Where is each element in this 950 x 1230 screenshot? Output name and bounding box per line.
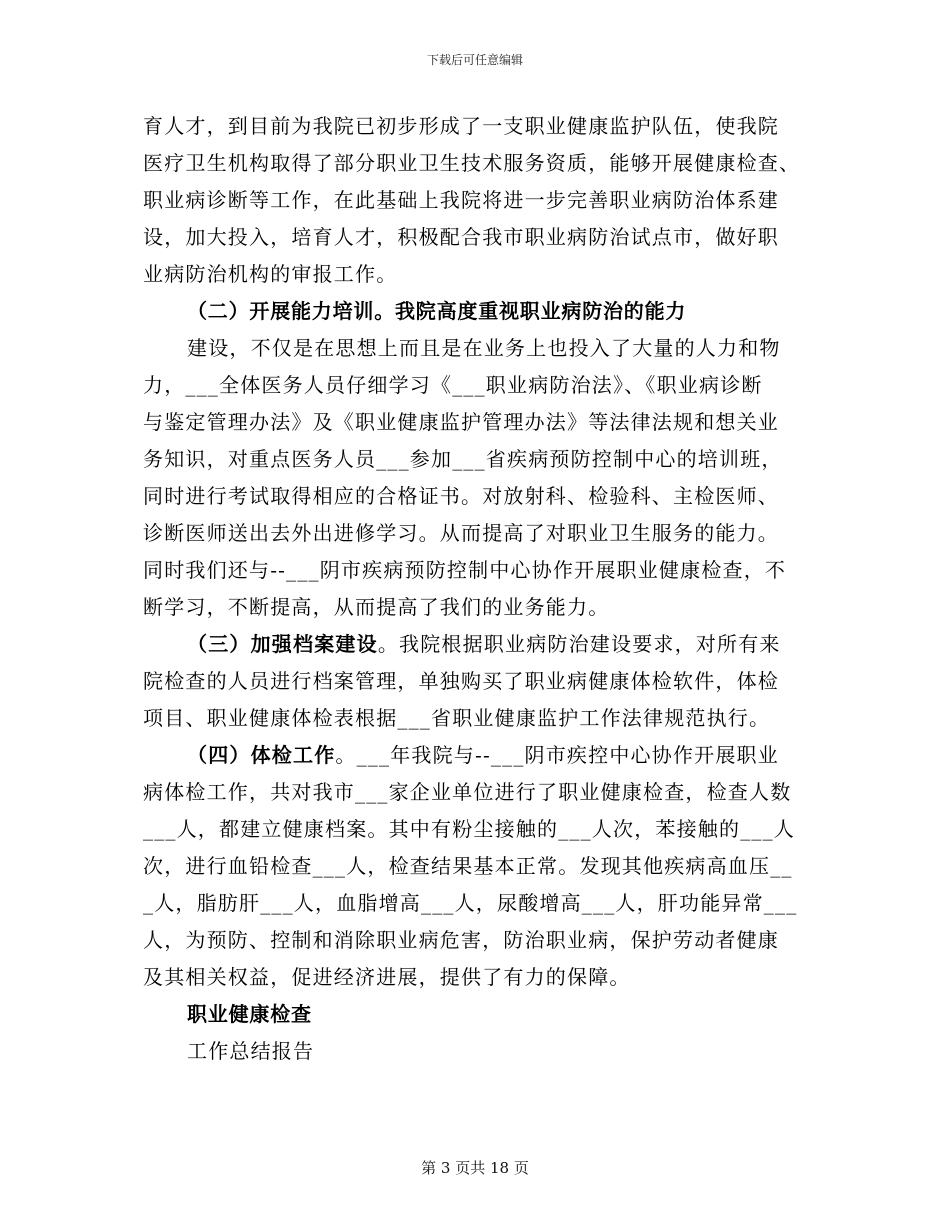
- text-line: 务知识，对重点医务人员___参加___省疾病预防控制中心的培训班，: [143, 447, 783, 471]
- text-line: 次，进行血铅检查___人，检查结果基本正常。发现其他疾病高血压__: [143, 854, 793, 878]
- text-line: 断学习，不断提高，从而提高了我们的业务能力。: [143, 595, 610, 619]
- closing-title: 职业健康检查: [187, 1002, 312, 1026]
- closing-subtitle: 工作总结报告: [187, 1039, 315, 1063]
- text-line: 医疗卫生机构取得了部分职业卫生技术服务资质，能够开展健康检查、: [143, 151, 801, 175]
- section-archives: [143, 626, 811, 737]
- section-first-line-archives: [143, 626, 811, 663]
- text-run: 。___年我院与--___阴市疾控中心协作开展职业: [335, 743, 779, 767]
- text-line: 与鉴定管理办法》及《职业健康监护管理办法》等法律法规和想关业: [143, 410, 779, 434]
- section-heading-archives: （三）加强档案建设: [187, 632, 378, 656]
- text-line: _人，脂肪肝___人，血脂增高___人，尿酸增高___人，肝功能异常___: [143, 891, 798, 915]
- text-line: 人，为预防、控制和消除职业病危害，防治职业病，保护劳动者健康: [143, 928, 779, 952]
- text-line: 力，___全体医务人员仔细学习《___职业病防治法》、《职业病诊断: [143, 373, 763, 397]
- text-line: 病体检工作，共对我市___家企业单位进行了职业健康检查，检查人数: [143, 780, 792, 804]
- text-line: 院检查的人员进行档案管理，单独购买了职业病健康体检软件，体检: [143, 669, 779, 693]
- section-heading-checkup: （四）体检工作: [187, 743, 336, 767]
- text-line: 同时我们还与--___阴市疾病预防控制中心协作开展职业健康检查，不: [143, 558, 787, 582]
- text-line: 建设，不仅是在思想上而且是在业务上也投入了大量的人力和物: [187, 336, 781, 360]
- text-line: 职业病诊断等工作，在此基础上我院将进一步完善职业病防治体系建: [143, 188, 779, 212]
- section-first-line-checkup: [143, 737, 811, 774]
- text-line: 同时进行考试取得相应的合格证书。对放射科、检验科、主检医师、: [143, 484, 779, 508]
- text-line: 及其相关权益，促进经济进展，提供了有力的保障。: [143, 965, 631, 989]
- text-line: 业病防治机构的审报工作。: [143, 262, 398, 286]
- section-checkup: [143, 737, 811, 996]
- section-training: [143, 293, 811, 626]
- page-header: 下载后可任意编辑: [426, 53, 523, 67]
- text-line: 项目、职业健康体检表根据___省职业健康监护工作法律规范执行。: [143, 706, 771, 730]
- document-body: [143, 108, 811, 1070]
- section-heading-training: （二）开展能力培训。我院高度重视职业病防治的能力: [187, 299, 687, 323]
- page-number: 第 3 页共 18 页: [421, 1159, 529, 1177]
- text-line: 设，加大投入，培育人才，积极配合我市职业病防治试点市，做好职: [143, 225, 779, 249]
- paragraph-talent: [143, 108, 811, 293]
- text-line: 诊断医师送出去外出进修学习。从而提高了对职业卫生服务的能力。: [143, 521, 779, 545]
- text-run: 。我院根据职业病防治建设要求，对所有来: [377, 632, 781, 656]
- text-line: ___人，都建立健康档案。其中有粉尘接触的___人次，苯接触的___人: [143, 817, 795, 841]
- text-line: 育人才，到目前为我院已初步形成了一支职业健康监护队伍，使我院: [143, 114, 779, 138]
